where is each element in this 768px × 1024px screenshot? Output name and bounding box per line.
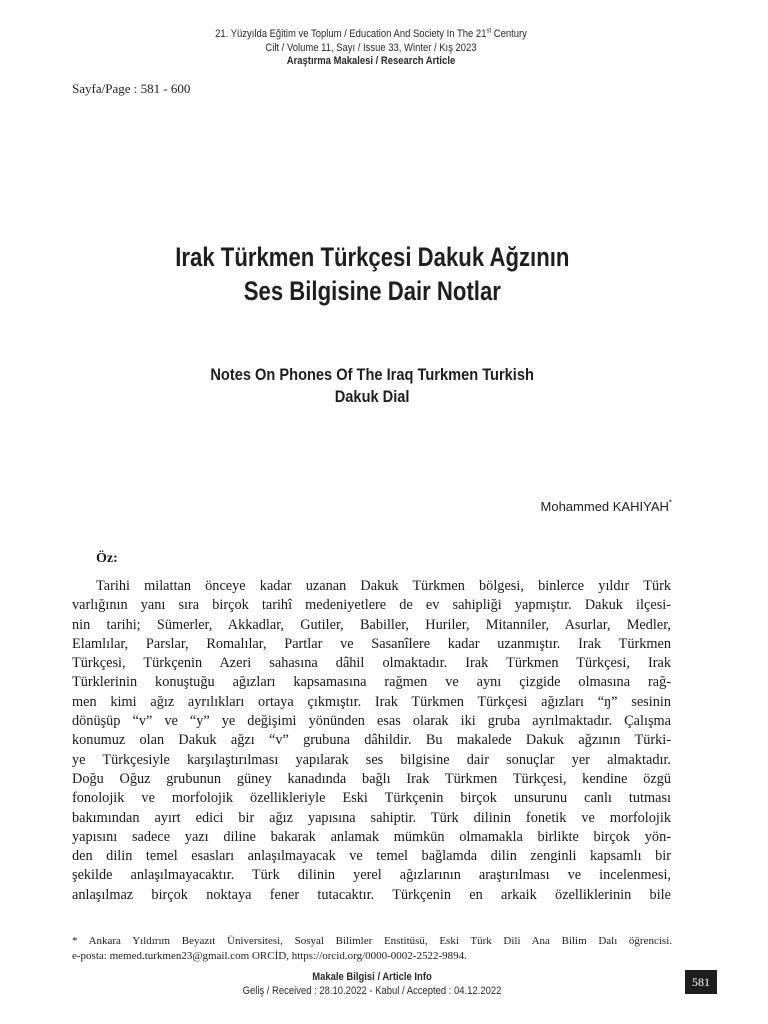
- abstract-line: Türkçesi, Türkçenin Azeri sahasına dâhil olmaktadır. Irak Türkmen Türkçesi, Irak: [72, 655, 671, 672]
- article-info: [0, 970, 744, 998]
- title-english-line-1: Notes On Phones Of The Iraq Turkmen Turkish: [210, 365, 534, 384]
- journal-title-suffix: Century: [491, 28, 527, 40]
- journal-title: 21. Yüzyılda Eğitim ve Toplum / Education And Society In The 21: [215, 28, 487, 40]
- article-type: Araştırma Makalesi / Research Article: [286, 55, 456, 67]
- author-footnote: [72, 934, 672, 964]
- title-english: [0, 364, 744, 408]
- page-number: 581: [685, 970, 717, 994]
- abstract-line: Doğu Oğuz grubunun güney kanadında bağlı Irak Türkmen Türkçesi, kendine özgü: [72, 770, 671, 787]
- journal-title-superscript: st: [486, 27, 492, 35]
- abstract-line: yapısını sadece yazı diline bakarak anlamak mümkün olmamakla birlikte birçok yön-: [72, 828, 671, 845]
- footnote-contact: e-posta: memed.turkmen23@gmail.com ORCİD, https://orcid.org/0000-0002-2522-9894.: [72, 950, 467, 962]
- abstract-line: ye Türkçesiyle karşılaştırılması yapılarak ses bilgisine dair sonuçlar yer almaktadır.: [72, 751, 671, 768]
- abstract-line: konumuz olan Dakuk ağzı “v” grubuna dâhildir. Bu makalede Dakuk ağzının Türki-: [72, 732, 671, 749]
- abstract-line: den dilin temel esasları anlaşılmayacak ve temel bağlamda dilin zenginli kapsamlı bir: [72, 848, 671, 865]
- abstract-line: men kimi ağız ayrılıkları ortaya çıkmıştır. Irak Türkmen Türkçesi ağızları “ŋ” sesinin: [72, 693, 671, 710]
- page-range: Sayfa/Page : 581 - 600: [72, 81, 191, 96]
- title-english-line-2: Dakuk Dial: [334, 387, 410, 406]
- volume-line: Cilt / Volume 11, Sayı / Issue 33, Winter / Kış 2023: [265, 41, 477, 54]
- abstract-line: Tarihi milattan önceye kadar uzanan Dakuk Türkmen bölgesi, binlerce yıldır Türk: [96, 578, 671, 594]
- article-info-heading: Makale Bilgisi / Article Info: [312, 971, 432, 983]
- abstract-line: şekilde anlaşılmayacaktır. Türk dilinin yerel ağızlarının araştırılması ve incelenmesi,: [72, 867, 671, 884]
- abstract-line: fonolojik ve morfolojik özellikleriyle Eski Türkçenin birçok unsurunu canlı tutması: [72, 790, 671, 807]
- title-turkish: [0, 240, 744, 308]
- abstract-line: nin tarihi; Sümerler, Akkadlar, Gutiler, Babiller, Huriler, Mitanniler, Asurlar, Medler,: [72, 616, 671, 633]
- abstract-body: [72, 577, 671, 905]
- abstract-line: varlığının yanı sıra birçok tarihî medeniyetlere de ev sahipliği yapmıştır. Dakuk ilçesi-: [72, 597, 671, 614]
- article-info-dates: Geliş / Received : 28.10.2022 - Kabul / Accepted : 04.12.2022: [242, 985, 502, 997]
- journal-header: [0, 28, 742, 69]
- abstract-line: dönüşüp “v” ve “y” ye değişimi yönünden esas olarak iki gruba ayrılmaktadır. Çalışma: [72, 713, 671, 730]
- footnote-affiliation: * Ankara Yıldırım Beyazıt Üniversitesi, Sosyal Bilimler Enstitüsü, Eski Türk Dili Ana Bilim Dalı öğrencisi.: [72, 935, 672, 947]
- journal-title-line: [52, 28, 690, 42]
- author-footnote-marker: *: [668, 498, 672, 508]
- title-turkish-line-2: Ses Bilgisine Dair Notlar: [243, 276, 501, 306]
- abstract-line: Elamlılar, Parslar, Romalılar, Partlar ve Sasanîlere kadar uzanmıştır. Irak Türkmen: [72, 635, 671, 652]
- abstract-line: bakımından ayırt edici bir ağız yapısına sahiptir. Türk dilinin fonetik ve morfolojik: [72, 809, 671, 826]
- abstract-line: anlaşılmaz birçok noktaya fener tutacaktır. Türkçenin en arkaik özelliklerinin bile: [72, 886, 671, 903]
- author: [541, 499, 672, 514]
- abstract-heading: Öz:: [96, 551, 118, 566]
- author-name: Mohammed KAHIYAH: [540, 499, 669, 514]
- abstract-line: Türklerinin konuştuğu ağızları kapsamasına rağmen ve aynı çizgide olmasına rağ-: [72, 674, 671, 691]
- title-turkish-line-1: Irak Türkmen Türkçesi Dakuk Ağzının: [174, 242, 570, 272]
